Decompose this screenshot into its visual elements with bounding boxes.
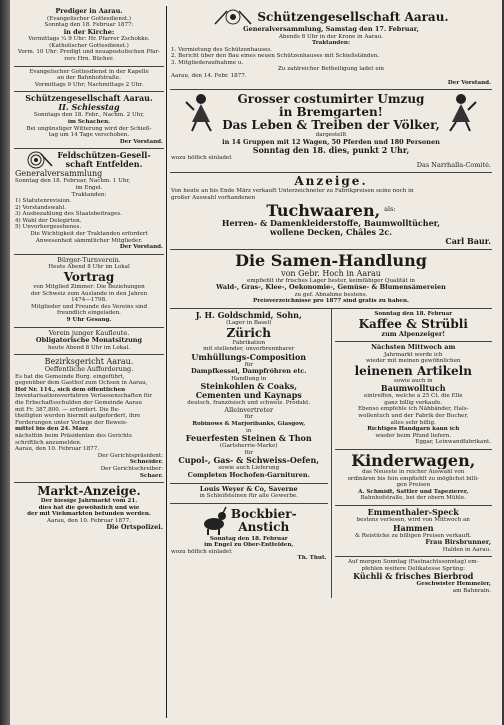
- right-column: [170, 6, 492, 719]
- ad-line: dargestellt: [315, 132, 347, 139]
- ad-line: & Reistücke zu billigen Preisen verkauft.: [355, 532, 472, 539]
- feldschuetzen-ad: [14, 149, 164, 255]
- kuechli-ad: [335, 557, 493, 597]
- ad-line: ordinären bis fein empfiehlt zu möglichst billi-: [347, 475, 479, 482]
- ad-line: 1474—1798.: [71, 297, 107, 304]
- ad-title: Anstich: [238, 520, 290, 534]
- ad-line: am Bahnrain.: [452, 588, 491, 595]
- notice-line: dies hat die gewöhnlich und wie: [38, 504, 140, 511]
- ad-title: Feldschützen-Gesell-: [57, 151, 151, 161]
- kaffee-column: [331, 309, 493, 598]
- ad-title: Kaffee & Strübli: [358, 317, 468, 331]
- ad-title: Grosser costumirter Umzug: [237, 92, 425, 106]
- ad-line: Traktanden:: [311, 40, 351, 47]
- ad-line: deutsch, französisch und schweiz. Produkt.: [187, 400, 311, 407]
- notice-title: Markt-Anzeige.: [37, 485, 141, 499]
- ad-line: 5) Unvorhergesehenes.: [15, 224, 82, 231]
- ad-line: 3) Ausbezahlung des Staatsbeitrages.: [15, 211, 123, 218]
- notice-line: Evangelischer Gottesdienst in der Kapelle: [29, 68, 149, 75]
- ad-line: Dampfkessel, Dampfröhren etc.: [190, 368, 307, 376]
- notice-line: an der Bahnhofstraße.: [57, 75, 121, 82]
- weyer-ad: [170, 484, 328, 504]
- notice-line: mit Fr. 387,800. — erfordert. Die Be-: [15, 406, 120, 413]
- ad-line: zu gef. Abnahme bestens.: [294, 291, 368, 298]
- ad-line: Aarau, den 14. Febr. 1877.: [171, 73, 247, 80]
- ad-line: wieder mit meinen gewöhnlichen: [365, 358, 461, 365]
- jester-illustration-right: [444, 92, 478, 132]
- column-rule: [166, 6, 167, 718]
- markt-notice: [14, 483, 164, 535]
- ad-line: eintreffen, welche à 25 Ct. die Elle: [363, 393, 463, 400]
- ad-signature: Frau Birsbrunner,: [425, 539, 491, 547]
- ad-subtitle: II. Schiesstag: [58, 103, 120, 113]
- notice-line: Forderungen unter Vorlage der Beweis-: [15, 419, 128, 426]
- ad-line: Halden in Aarau.: [442, 546, 491, 553]
- ad-line: freundlich eingeladen.: [57, 310, 121, 317]
- ad-line: Sonntags den 18. Febr., Nachm. 2 Uhr,: [33, 112, 145, 119]
- ad-line: sowie auch in: [393, 377, 433, 384]
- ad-signature: Th. Thut.: [297, 555, 327, 562]
- notice-line: Sonntag den 18. Februar 1877:: [44, 22, 134, 29]
- notice-line: mittel bis den 24. März: [15, 426, 89, 433]
- jester-illustration-left: [184, 92, 218, 132]
- ad-line: A. Schmidt, Sattler und Tapezierer,: [358, 488, 469, 495]
- ad-line: Alleinvertreter: [224, 406, 274, 414]
- ad-title: Das Leben & Treiben der Völker,: [222, 118, 440, 132]
- notice-line: Vormittags ¼ 9 Uhr: Hr. Pfarrer Zschokke.: [28, 36, 150, 43]
- evangel-notice: [14, 67, 164, 93]
- ad-line: Generalversammlung, Samstag den 17. Februar,: [243, 26, 419, 33]
- ad-line: Die Wichtigkeit der Traktanden erfordert: [30, 231, 148, 238]
- ad-line: im Engel zu Ober-Entfelden,: [204, 542, 294, 549]
- ad-line: Heute Abend 8 Uhr im Lokal: [48, 264, 130, 271]
- ad-line: für: [244, 414, 253, 421]
- ad-line: empfiehlt ihr frisches Lager bester, keimfähiger Qualität in: [247, 277, 415, 284]
- ad-line: in 14 Gruppen mit 12 Wagen, 50 Pferden und 180 Personen: [222, 138, 440, 146]
- ad-line: im Schachen.: [67, 118, 111, 125]
- notice-line: Inventarisationsverfahren Verlassenschaften für: [15, 393, 153, 400]
- ad-line: Mitglieder und Freunde des Vereins sind: [30, 303, 148, 310]
- ad-title: Bockbier-: [230, 507, 297, 521]
- goldschmid-ad: [170, 309, 328, 484]
- book-spine: [0, 0, 10, 725]
- prediger-notice: [14, 6, 164, 67]
- ad-title: Schützengesellschaft Aarau.: [25, 94, 153, 104]
- ad-line: in: [246, 427, 252, 434]
- rifles-target-icon: [213, 8, 253, 26]
- ad-line: pfehlen weitere Delikatesse Sprüng:: [361, 565, 465, 572]
- ad-signature: Geschwister Hemmeler,: [416, 581, 491, 588]
- ad-line: 2. Bericht über den Bau eines neuen Schützenhauses mit Schießständen.: [171, 53, 380, 60]
- turnverein-ad: [14, 255, 164, 328]
- ad-line: von Mitglied Zimmer: Die Beziehungen: [33, 283, 145, 290]
- emmenthaler-ad: [335, 506, 493, 557]
- leinen-ad: [335, 342, 493, 450]
- ad-line: Sonntag den 18. Februar: [374, 310, 453, 317]
- notice-line: Es hat die Gemeinde Burg. eingeführt,: [15, 373, 125, 380]
- ad-line: Abends 8 Uhr in der Krone in Aarau.: [278, 33, 384, 40]
- ad-line: 9 Uhr Gesang.: [66, 316, 112, 323]
- ad-line: Zu zahlreicher Betheiligung ladet ein: [277, 66, 385, 73]
- notice-line: (Katholischer Gottesdienst.): [49, 42, 129, 49]
- notice-line: gegenüber dem Gasthof zum Ochsen in Aarau,: [15, 380, 148, 387]
- ad-signature: Der Vorstand.: [119, 244, 163, 251]
- ad-line: im Engel.: [75, 184, 103, 191]
- notice-title: Prediger in Aarau.: [55, 8, 123, 15]
- ad-line: mit stellender, unverbrennbarer: [203, 346, 295, 353]
- ad-line: Cupol-, Gas- & Schweiss-Oefen,: [178, 456, 320, 466]
- ad-line: wozu höflich einladet: [171, 548, 232, 555]
- notice-title: Bezirksgericht Aarau.: [44, 357, 134, 367]
- ad-heading: leinenen Artikeln: [354, 364, 472, 378]
- ad-line: als:: [384, 205, 396, 214]
- ad-subtitle: von Gebr. Hoch in Aarau: [281, 268, 381, 278]
- notice-line: (Evangelischer Gottesdienst.): [46, 15, 132, 22]
- ad-line: Handlung in: [231, 375, 267, 382]
- kaufleute-ad: [14, 328, 164, 356]
- ad-title: Die Samen-Handlung: [235, 251, 427, 269]
- kaffee-ad: [335, 309, 493, 342]
- ad-line: (Gartsherrie-Marke): [219, 443, 278, 450]
- ad-title: J. H. Goldschmid, Sohn,: [195, 310, 302, 320]
- notice-line: nächsthin beim Präsidenten des Gerichts: [15, 432, 132, 439]
- ad-title: Bürger-Turnverein.: [57, 256, 121, 264]
- ad-title: in Bremgarten!: [279, 105, 383, 119]
- ad-title: Schützengesellschaft Aarau.: [257, 9, 449, 24]
- ad-line: wozu höflich einladet: [171, 155, 232, 162]
- ad-line: für: [244, 449, 253, 456]
- ad-line: Preisverzeichnisse pro 1877 sind gratis zu haben.: [253, 298, 409, 305]
- goldschmid-column: [170, 309, 331, 598]
- ad-line: gen Preisen: [396, 482, 431, 489]
- ad-line: bestens verlesen, wird von Mittwoch an: [356, 517, 470, 523]
- ad-line: 2) Vorstandswahl.: [15, 204, 66, 211]
- ad-line: Anwesenheit sämmtlicher Mitglieder.: [35, 237, 143, 244]
- ad-subtitle: Obligatorische Monatsitzung: [35, 337, 143, 344]
- notice-line: Hof Nr. 114., sich dem öffentlichen: [15, 386, 126, 393]
- ad-line: Jahrmarkt werde ich: [383, 351, 443, 358]
- ad-line: Bahnhofstraße, bei der obern Mühle.: [360, 495, 466, 502]
- ad-line: das Neueste in reicher Auswahl von: [362, 469, 465, 476]
- notice-line: die Erbschaftsschulden der Gemeinde Aarau: [15, 399, 142, 406]
- ad-line: alles sehr billig.: [390, 419, 436, 426]
- ad-line: zum Alpenzeiger!: [381, 330, 446, 338]
- ad-line: großer Auswahl vorhandenen: [171, 195, 256, 202]
- notice-line: Der Gerichtschreiber:: [100, 465, 163, 472]
- notice-line: der mit Viehmarkten befunden werden.: [27, 511, 151, 518]
- notice-line: Schaer.: [139, 472, 163, 479]
- notice-line: in der Kirche:: [63, 28, 115, 36]
- notice-line: Schneider.: [129, 459, 163, 466]
- goat-illustration: [201, 506, 227, 536]
- ad-signature: Das Narrhalla-Comité.: [416, 161, 491, 169]
- left-column: [14, 6, 164, 719]
- ad-heading: Küchli & frisches Bierbrod: [353, 572, 474, 582]
- ad-line: Sonntag den 18. Februar, Nachm. 1 Uhr,: [15, 178, 131, 185]
- ad-line: Richtiges Handgarn kann ich: [367, 426, 460, 433]
- ad-line: Nächsten Mittwoch am: [371, 344, 456, 351]
- notice-line: Aarau, den 10. Februar 1877.: [46, 517, 132, 524]
- ad-line: Robinows & Marjoribanks, Glasgow,: [192, 421, 306, 428]
- ad-line: sowie auch Lieferung: [218, 465, 280, 472]
- kinderwagen-ad: [335, 450, 493, 506]
- ad-signature: Eggar, Leinwandfabrikant.: [415, 439, 491, 446]
- ad-line: 3. Mitgliederaufnahme u.: [171, 59, 244, 66]
- ad-line: Completen Hochofen-Garnituren.: [187, 472, 310, 480]
- ad-line: Cementen und Kaynaps: [195, 391, 302, 401]
- ad-line: (Lager in Basel): [226, 319, 272, 326]
- samen-ad: [170, 250, 492, 309]
- ad-heading: Hammen: [392, 523, 434, 533]
- ad-line: Feuerfesten Steinen & Thon: [185, 434, 312, 444]
- notice-line: rers Hrn. Bücher.: [64, 55, 114, 62]
- ad-line: wollene Decken, Châles 2c.: [269, 227, 392, 237]
- notice-line: Aarau, den 10. Februar 1877.: [15, 446, 100, 453]
- ad-line: tag um 14 Tage verschoben.: [48, 132, 130, 139]
- notice-signature: Die Ortspolizei.: [106, 524, 163, 532]
- ad-line: ganz billig verkaufe.: [384, 399, 443, 406]
- ad-line: Sonntag den 18. dies, punkt 2 Uhr,: [252, 146, 410, 156]
- ad-title: Emmenthaler-Speck: [367, 508, 459, 517]
- ad-signature: Der Vorstand.: [119, 138, 163, 145]
- ad-line: Wald-, Gras-, Klee-, Oekonomie-, Gemüse- & Blumensämereien: [216, 284, 446, 292]
- ad-line: Von heute an bis Ende März verkauft Unterzeichneter zu Fabrikpreisen seine noch in: [171, 188, 414, 195]
- ad-heading: Baumwolltuch: [380, 384, 446, 394]
- tuchwaaren-ad: [170, 173, 492, 249]
- ad-signature: Der Vorstand.: [447, 79, 491, 86]
- ad-line: 1. Vermietung des Schützenhauses.: [171, 46, 273, 53]
- ad-title: Louis Weyer & Co, Saverne: [199, 485, 298, 493]
- ad-line: 1) Statutenrevision.: [15, 198, 72, 205]
- ad-heading: Tuchwaaren,: [266, 200, 381, 220]
- ad-line: der Schweiz zum Auslande in den Jahren: [30, 290, 148, 297]
- ad-line: Fabrikation: [232, 339, 266, 346]
- ad-title: Kinderwagen,: [351, 452, 476, 470]
- ad-line: Ebenso empfehle ich Nähbänder, Hals-: [357, 406, 469, 413]
- ad-line: Sonntag den 18. Februar: [209, 535, 288, 542]
- notice-line: schriftlich anzumelden.: [15, 439, 82, 446]
- ad-line: wollentuch und der Fabrik der Bucher,: [358, 413, 469, 420]
- ad-line: Traktanden:: [71, 191, 107, 198]
- ad-title: Anzeige.: [294, 175, 368, 189]
- ad-line: Herren- & Damenkleiderstoffe, Baumwolltücher,: [221, 218, 441, 228]
- notice-line: theiligten werden hiermit aufgefordert, ihre: [15, 413, 141, 420]
- notice-line: Der hiesige Jahrmarkt vom 21.: [40, 498, 138, 505]
- ad-line: Auf morgen Sonntag (Fastnachtssonntag) em-: [348, 559, 479, 566]
- umzug-ad: [170, 90, 492, 173]
- notice-line: Der Gerichtspräsident:: [97, 452, 163, 459]
- ad-line: 4) Wahl der Delegirten.: [15, 217, 82, 224]
- notice-line: Vormittags 9 Uhr; Nachmittags 2 Uhr.: [34, 81, 144, 88]
- target-icon: [27, 151, 53, 169]
- ad-line: Umhüllungs-Composition: [191, 352, 307, 362]
- ad-line: Steinkohlen & Coaks,: [200, 382, 298, 392]
- ad-line: heute Abend 8 Uhr im Lokal.: [47, 344, 131, 351]
- schuetzen-aarau-ad: [170, 6, 492, 90]
- ad-subtitle: Generalversammlung: [15, 169, 103, 179]
- notice-subtitle: Oeffentliche Aufforderung.: [44, 366, 134, 374]
- schuetzen-ad: [14, 92, 164, 149]
- bezirksgericht-notice: [14, 355, 164, 483]
- ad-heading: Zürich: [226, 326, 271, 340]
- ad-title: schaft Entfelden.: [65, 160, 143, 170]
- ad-line: wieder beim Pfund liefern.: [375, 432, 452, 439]
- ad-line: für: [244, 361, 253, 368]
- bockbier-ad: [170, 504, 328, 565]
- lower-section: [170, 309, 492, 598]
- ad-signature: Carl Baur.: [445, 236, 491, 246]
- ad-line: in Schleifsteinen für alle Gewerbe.: [199, 493, 299, 500]
- ad-title: Verein junger Kaufleute.: [48, 329, 130, 337]
- ad-line: Bei ungünstiger Witterung wird der Schieß-: [26, 125, 152, 132]
- ad-heading: Vortrag: [63, 270, 115, 284]
- notice-line: Vorm. 10 Uhr: Predigt und neuapostolischen Pfar-: [17, 49, 161, 56]
